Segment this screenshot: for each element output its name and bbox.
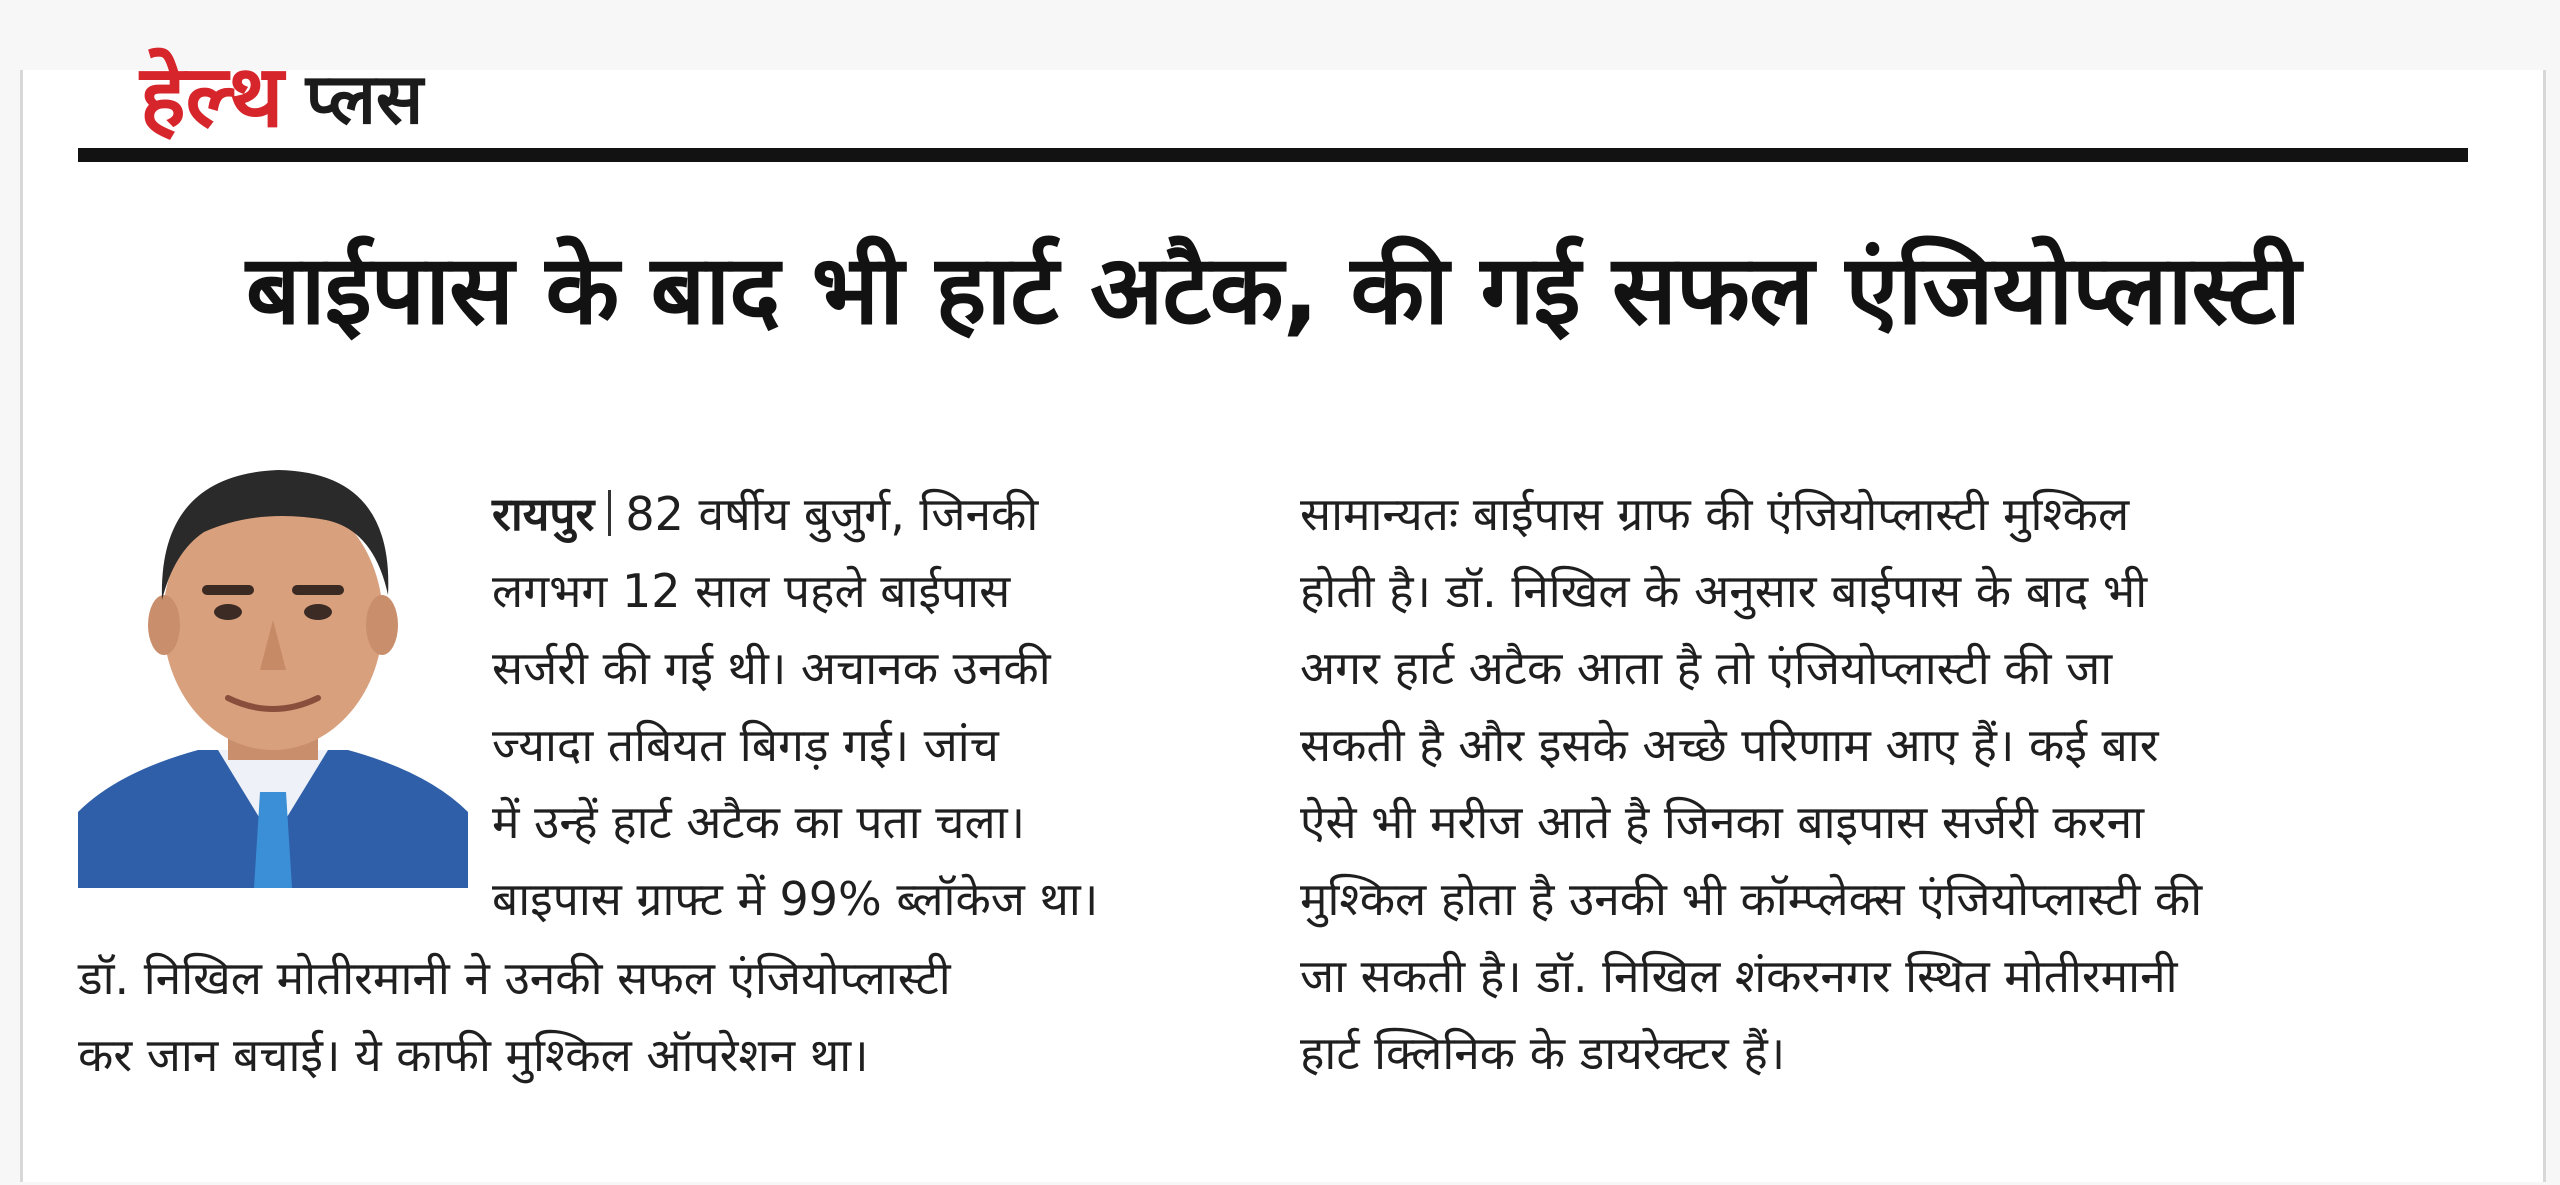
article-line: हार्ट क्लिनिक के डायरेक्टर हैं। [1300,1026,1786,1080]
article-line: डॉ. निखिल मोतीरमानी ने उनकी सफल एंजियोप्लास्टी [78,951,951,1005]
article-line: ऐसे भी मरीज आते है जिनका बाइपास सर्जरी करना [1300,795,2145,849]
article-line: कर जान बचाई। ये काफी मुश्किल ऑपरेशन था। [78,1028,869,1082]
article-line: मुश्किल होता है उनकी भी कॉम्प्लेक्स एंजियोप्लास्टी की [1300,872,2203,926]
dateline-place: रायपुर [492,487,595,541]
section-title-plus: प्लस [305,58,424,140]
article-line-text: 82 वर्षीय बुजुर्ग, जिनकी [625,487,1039,541]
article-line: जा सकती है। डॉ. निखिल शंकरनगर स्थित मोतीरमानी [1300,949,2178,1003]
article-line: लगभग 12 साल पहले बाईपास [492,564,1011,618]
article-column-left-bottom [78,940,1246,1094]
article-line: सामान्यतः बाईपास ग्राफ की एंजियोप्लास्टी मुश्किल [1300,487,2130,541]
section-header [140,40,424,147]
doctor-photo [78,420,468,888]
section-title-health: हेल्थ [140,46,284,147]
article-line: होती है। डॉ. निखिल के अनुसार बाईपास के बाद भी [1300,564,2148,618]
dateline-separator [608,490,611,536]
article-line: बाइपास ग्राफ्ट में 99% ब्लॉकेज था। [492,872,1099,926]
article-headline: बाईपास के बाद भी हार्ट अटैक, की गई सफल एंजियोप्लास्टी [245,234,2301,346]
article-line: में उन्हें हार्ट अटैक का पता चला। [492,795,1026,849]
article-column-right [1300,476,2468,1092]
section-rule [78,148,2468,162]
article-line: सकती है और इसके अच्छे परिणाम आए हैं। कई बार [1300,718,2159,772]
article-line [492,476,1244,553]
article-line: अगर हार्ट अटैक आता है तो एंजियोप्लास्टी की जा [1300,641,2113,695]
article-line: ज्यादा तबियत बिगड़ गई। जांच [492,718,999,772]
article-line: सर्जरी की गई थी। अचानक उनकी [492,641,1051,695]
article-column-left-top [492,476,1244,938]
